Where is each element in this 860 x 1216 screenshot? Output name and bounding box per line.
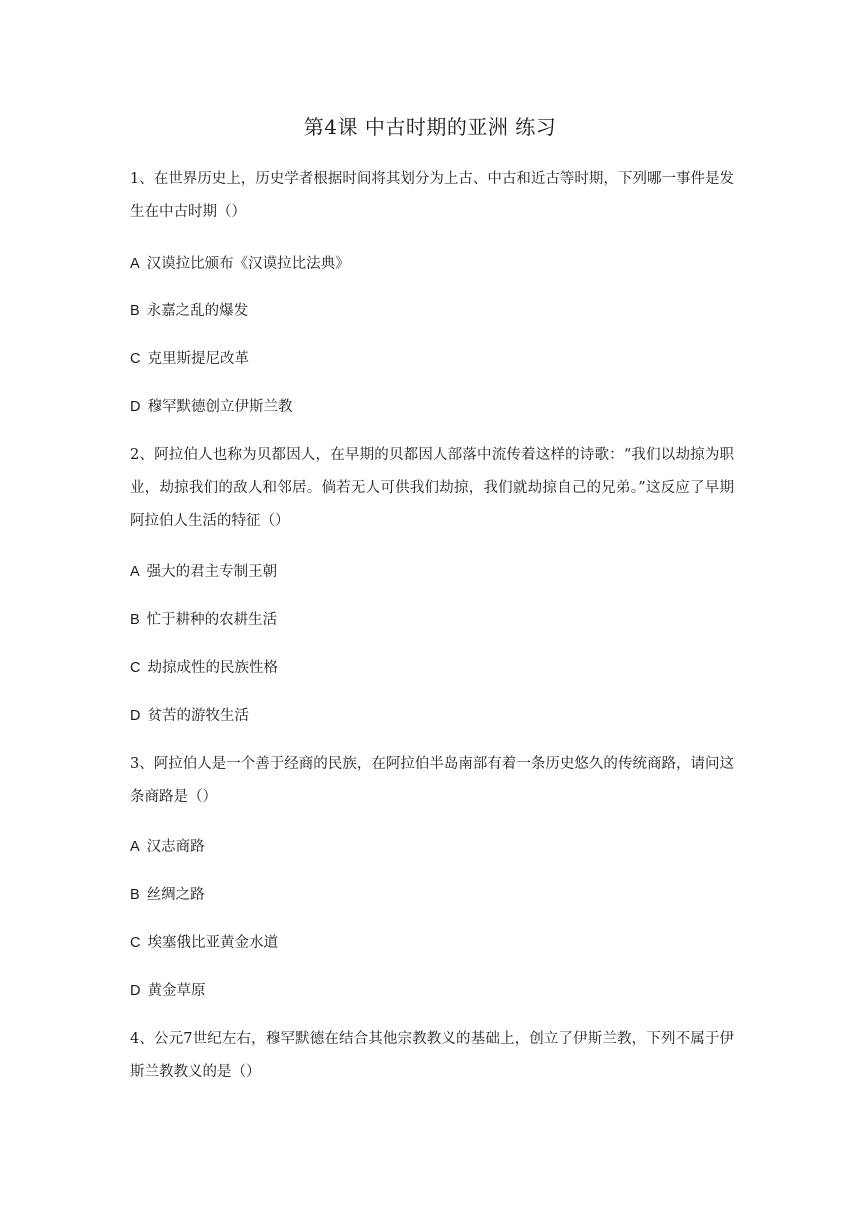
option-letter: B: [130, 303, 140, 319]
option-text: 黄金草原: [147, 983, 206, 999]
option-letter: D: [130, 983, 141, 999]
option-letter: A: [130, 839, 140, 855]
question-3-option-b: [130, 884, 734, 906]
question-1-option-b: [130, 300, 734, 322]
question-2-option-a: [130, 561, 734, 583]
question-3-text: 3、阿拉伯人是一个善于经商的民族，在阿拉伯半岛南部有着一条历史悠久的传统商路，请问这条商路是（）: [130, 756, 734, 805]
option-text: 穆罕默德创立伊斯兰教: [147, 399, 293, 415]
option-letter: D: [130, 399, 141, 415]
option-letter: B: [130, 612, 140, 628]
option-text: 劫掠成性的民族性格: [147, 660, 278, 676]
page-title: 第4课 中古时期的亚洲 练习: [303, 115, 557, 139]
option-text: 丝绸之路: [146, 887, 205, 903]
question-2-text: 2、阿拉伯人也称为贝都因人，在早期的贝都因人部落中流传着这样的诗歌：“我们以劫掠为职业，劫掠我们的敌人和邻居。倘若无人可供我们劫掠，我们就劫掠自己的兄弟。”这反应了早期阿拉伯人生活的特征（）: [130, 447, 734, 529]
question-3-option-a: [130, 836, 734, 858]
option-text: 埃塞俄比亚黄金水道: [147, 935, 278, 951]
question-2-option-d: [130, 705, 734, 727]
question-4-text: 4、公元7世纪左右，穆罕默德在结合其他宗教教义的基础上，创立了伊斯兰教，下列不属于伊斯兰教教义的是（）: [130, 1031, 734, 1080]
question-1-option-d: [130, 396, 734, 418]
option-text: 强大的君主专制王朝: [146, 564, 278, 580]
question-1-option-a: [130, 253, 734, 275]
question-1-text: 1、在世界历史上，历史学者根据时间将其划分为上古、中古和近古等时期，下列哪一事件是发生在中古时期（）: [130, 171, 734, 220]
option-text: 忙于耕种的农耕生活: [146, 612, 278, 628]
option-letter: A: [130, 564, 140, 580]
question-3-option-c: [130, 932, 734, 954]
option-letter: D: [130, 708, 141, 724]
option-letter: C: [130, 660, 141, 676]
option-text: 永嘉之乱的爆发: [146, 303, 249, 319]
question-1-option-c: [130, 348, 734, 370]
option-letter: B: [130, 887, 140, 903]
question-2-option-b: [130, 609, 734, 631]
question-3-option-d: [130, 980, 734, 1002]
option-letter: C: [130, 351, 141, 367]
option-text: 汉谟拉比颁布《汉谟拉比法典》: [146, 256, 350, 272]
option-letter: A: [130, 256, 140, 272]
option-text: 汉志商路: [146, 839, 205, 855]
question-2-option-c: [130, 657, 734, 679]
option-text: 克里斯提尼改革: [147, 351, 249, 367]
option-text: 贫苦的游牧生活: [147, 708, 249, 724]
option-letter: C: [130, 935, 141, 951]
